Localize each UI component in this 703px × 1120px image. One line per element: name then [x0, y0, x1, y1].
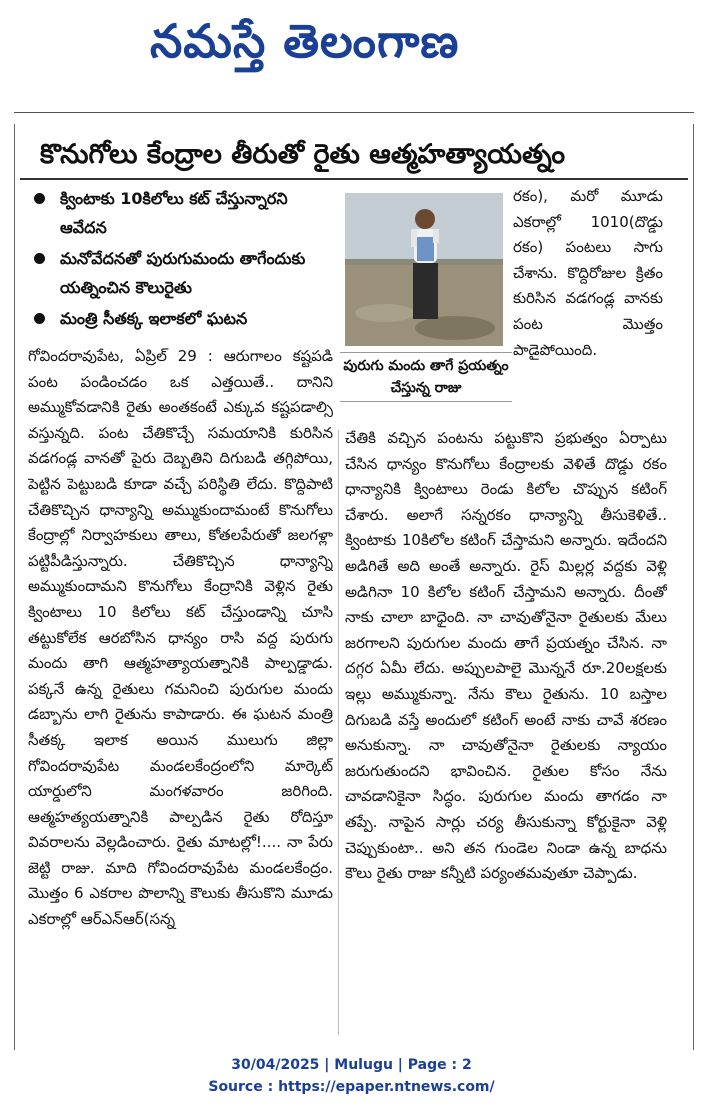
photo-caption: పురుగు మందు తాగే ప్రయత్నం చేస్తున్న రాజు: [340, 352, 512, 402]
column-divider: [338, 430, 339, 1035]
bullet-item: మనోవేదనతో పురుగుమందు తాగేందుకు యత్నించిన కౌలురైతు: [28, 244, 338, 302]
newspaper-logo: నమస్తే తెలంగాణ: [150, 14, 460, 68]
edition-info: 30/04/2025 | Mulugu | Page : 2: [231, 1057, 472, 1073]
highlight-bullets: [28, 184, 338, 335]
article-column-right-top: రకం), మరో మూడు ఎకరాల్లో 1010(దొడ్డు రకం) పంటలు సాగు చేశాను. కొద్దిరోజుల క్రితం కురిసిన వడగండ్ల వానకు పంట మొత్తం పాడైపోయింది.: [513, 187, 663, 359]
farmer-photo-illustration: [345, 193, 503, 346]
bullet-item: మంత్రి సీతక్క ఇలాకలో ఘటన: [28, 304, 338, 333]
source-link[interactable]: Source : https://epaper.ntnews.com/: [208, 1079, 495, 1095]
farmer-photo: [345, 193, 503, 346]
article-headline: కొనుగోలు కేంద్రాల తీరుతో రైతు ఆత్మహత్యాయత్నం: [40, 139, 566, 170]
bullet-item: క్వింటాకు 10కిలోలు కట్ చేస్తున్నారని ఆవేదన: [28, 184, 338, 242]
masthead: [0, 0, 703, 108]
page-footer: [0, 1054, 703, 1098]
masthead-divider: [14, 112, 694, 113]
article-column-right: చేతికి వచ్చిన పంటను పట్టుకొని ప్రభుత్వం ఏర్పాటు చేసిన ధాన్యం కొనుగోలు కేంద్రాలకు వెళితే దొడ్డు రకం ధాన్యానికి క్వింటాలు రెండు కిలోల చొప్పున కటింగ్ చేశారు. అలాగే సన్నరకం ధాన్యాన్ని తీసుకెళితే.. క్వింటాకు 10కిలోల కటింగ్ చేస్తామని అన్నారు. ఇదేందని అడిగితే అది అంతే అన్నారు. రైస్ మిల్లర్ల వద్దకు వెళ్లి అడిగినా 10 కిలోల కటింగ్ చేస్తామని అన్నారు. దీంతో నాకు చాలా బాధైంది. నా చావుతోనైనా రైతులకు మేలు జరగాలని పురుగుల మందు తాగే ప్రయత్నం చేసిన. నా దగ్గర ఏమీ లేదు. అప్పులపాలై మొన్ననే రూ.20లక్షలకు ఇల్లు అమ్ముకున్నా. నేను కౌలు రైతును. 10 బస్తాల దిగుబడి వస్తే అందులో కటింగ్ అంటే నాకు చావే శరణం అనుకున్నా. నా చావుతోనైనా రైతులకు న్యాయం జరుగుతుందని భావించిన. రైతుల కోసం నేను చావడానికైనా సిద్ధం. పురుగుల మందు తాగడం నా తప్పే. నాపైన సార్లు చర్య తీసుకున్నా కోర్టుకైనా వెళ్లి చెప్పుకుంటా.. అని తన గుండెల నిండా ఉన్న బాధను కౌలు రైతు రాజు కన్నీటి పర్యంతమవుతూ చెప్పాడు.: [345, 429, 667, 883]
article-column-left: గోవిందరావుపేట, ఏప్రిల్ 29 : ఆరుగాలం కష్టపడి పంట పండించడం ఒక ఎత్తయితే.. దానిని అమ్ముకోవడానికి రైతు అంతకంటే ఎక్కువ కష్టపడాల్సి వస్తున్నది. పంట చేతికొచ్చే సమయానికి కురిసిన వడగండ్ల వానతో పైరు దెబ్బతిని దిగుబడి తగ్గిపోయి, పెట్టిన పెట్టుబడి కూడా వచ్చే పరిస్థితి లేదు. కొద్దిపాటి చేతికొచ్చిన ధాన్యాన్ని అమ్ముకుందామంటే కొనుగోలు కేంద్రాల్లో నిర్వాహకులు తాలు, కోతలపేరుతో జలగళ్లా పట్టిపీడిస్తున్నారు. చేతికొచ్చిన ధాన్యాన్ని అమ్ముకుందామని కొనుగోలు కేంద్రానికి వెళ్లిన రైతు క్వింటాలు 10 కిలోలు కట్ చేస్తుండాన్ని చూసి తట్టుకోలేక ఆరబోసిన ధాన్యం రాసి వద్ద పురుగు మందు తాగి ఆత్మహత్యాయత్నానికి పాల్పడ్డాడు. పక్కనే ఉన్న రైతులు గమనించి పురుగుల మందు డబ్బాను లాగి రైతును కాపాడారు. ఈ ఘటన మంత్రి సీతక్క ఇలాక అయిన ములుగు జిల్లా గోవిందరావుపేట మండలకేంద్రంలోని మార్కెట్ యార్డులోని మంగళవారం జరిగింది. ఆత్మహత్యయత్నానికి పాల్పడిన రైతు రోదిస్తూ వివరాలను వెల్లడించారు. రైతు మాటల్లో!.... నా పేరు జెట్టి రాజు. మాది గోవిందరావుపేట మండలకేంద్రం. మొత్తం 6 ఎకరాల పొలాన్ని కౌలుకు తీసుకొని మూడు ఎకరాల్లో ఆర్ఎన్ఆర్(సన్న: [28, 347, 333, 929]
headline-divider: [20, 178, 688, 180]
